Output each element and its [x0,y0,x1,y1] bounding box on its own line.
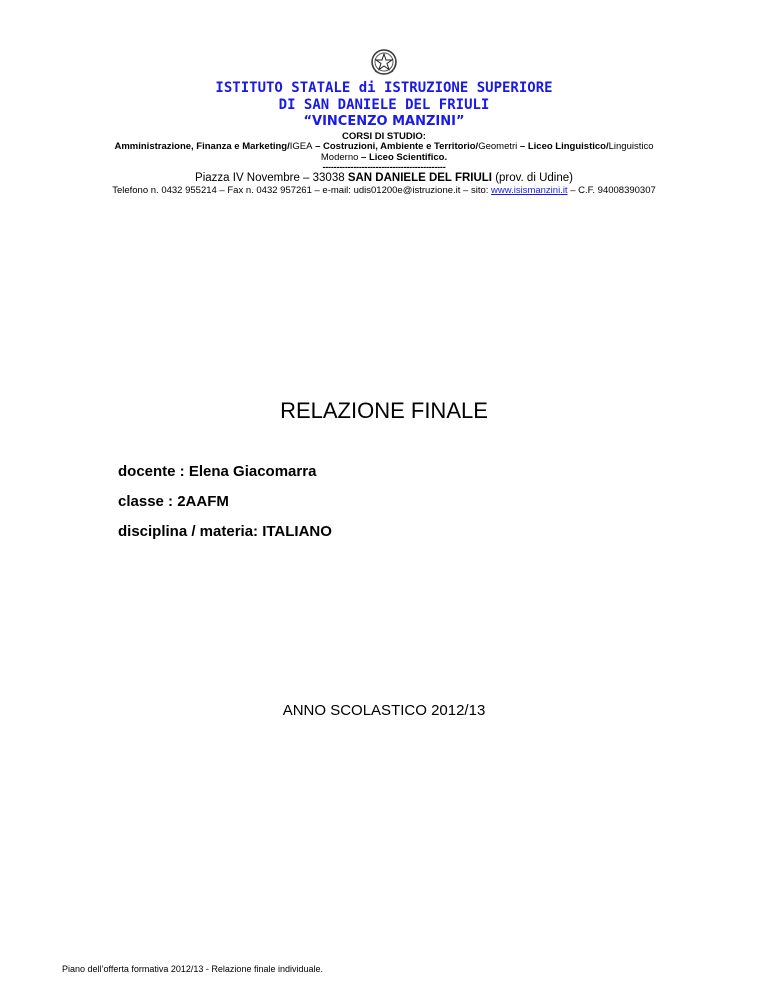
courses-heading: CORSI DI STUDIO: [342,131,426,142]
field-classe: classe : 2AAFM [118,493,229,510]
address-street: Piazza IV Novembre – 33038 [195,172,348,184]
course-separator: – [517,141,528,152]
website-link[interactable]: www.isismanzini.it [491,185,568,196]
course-linguistico-old-cont: Moderno [320,152,359,163]
divider-dashes: -------------------------------------------- [322,162,446,172]
field-docente: docente : Elena Giacomarra [118,463,317,480]
address-town: SAN DANIELE DEL FRIULI [347,172,492,184]
course-scientifico: Liceo Scientifico. [368,152,448,163]
course-separator: – [312,141,324,152]
contacts-phone-email: Telefono n. 0432 955214 – Fax n. 0432 957261 – e-mail: udis01200e@istruzione.it – sito: [112,185,492,196]
school-year: ANNO SCOLASTICO 2012/13 [282,702,486,719]
page-footer: Piano dell’offerta formativa 2012/13 - Relazione finale individuale. [62,964,323,974]
field-disciplina: disciplina / materia: ITALIANO [118,523,332,540]
course-linguistico: Liceo Linguistico/ [527,141,609,152]
italian-republic-emblem-icon [370,47,398,77]
course-afm: Amministrazione, Finanza e Marketing/ [114,141,290,152]
school-name: “VINCENZO MANZINI” [303,114,465,129]
document-title: RELAZIONE FINALE [280,398,488,423]
school-contacts [0,185,768,197]
contacts-fiscal-code: – C.F. 94008390307 [567,185,656,196]
course-cat: Costruzioni, Ambiente e Territorio/ [323,141,479,152]
address-province: (prov. di Udine) [492,172,573,184]
school-title-line1: ISTITUTO STATALE di ISTRUZIONE SUPERIORE [215,80,553,96]
course-linguistico-old: Linguistico [608,141,654,152]
school-title-line2: DI SAN DANIELE DEL FRIULI [278,97,490,113]
course-separator: – [358,152,369,163]
school-address [0,171,768,185]
course-cat-old: Geometri [478,141,518,152]
course-afm-old: IGEA [289,141,313,152]
